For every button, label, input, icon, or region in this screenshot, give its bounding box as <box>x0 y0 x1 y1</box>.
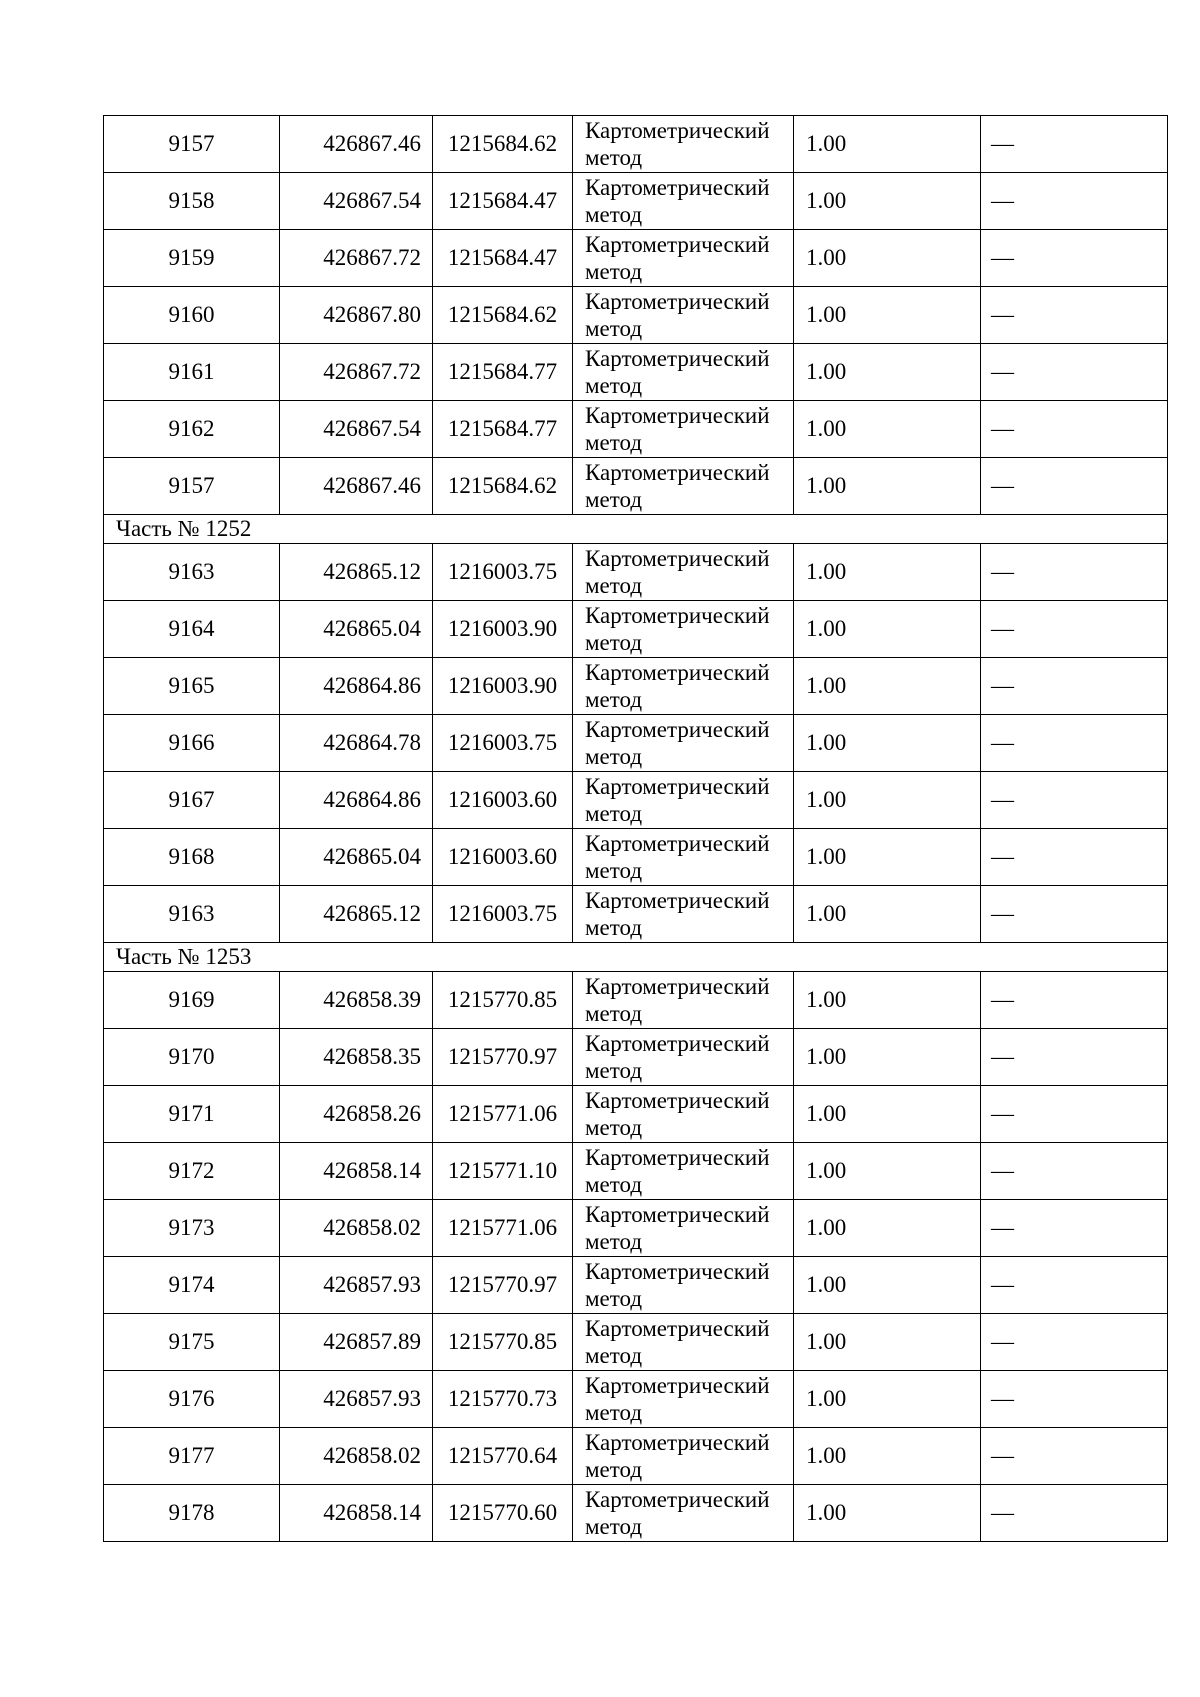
note-cell: — <box>981 230 1168 287</box>
y-coordinate-cell: 1215684.62 <box>433 458 573 515</box>
y-coordinate-cell: 1216003.75 <box>433 886 573 943</box>
method-cell <box>573 173 794 230</box>
part-label: Часть № 1252 <box>104 515 1168 544</box>
method-cell <box>573 1485 794 1542</box>
x-coordinate-cell: 426864.78 <box>280 715 433 772</box>
method-line-2: метод <box>585 316 643 341</box>
table-row <box>104 230 1168 287</box>
method-line-2: метод <box>585 1001 643 1026</box>
method-cell <box>573 287 794 344</box>
accuracy-cell: 1.00 <box>794 1314 981 1371</box>
method-line-1: Картометрический <box>585 831 770 856</box>
method-line-2: метод <box>585 573 643 598</box>
accuracy-cell: 1.00 <box>794 658 981 715</box>
table-row <box>104 458 1168 515</box>
point-number-cell: 9161 <box>104 344 280 401</box>
x-coordinate-cell: 426858.02 <box>280 1200 433 1257</box>
note-cell: — <box>981 287 1168 344</box>
coordinates-table <box>103 115 1168 1542</box>
method-cell <box>573 116 794 173</box>
part-label: Часть № 1253 <box>104 943 1168 972</box>
point-number-cell: 9158 <box>104 173 280 230</box>
method-cell <box>573 1086 794 1143</box>
x-coordinate-cell: 426865.12 <box>280 544 433 601</box>
note-cell: — <box>981 1029 1168 1086</box>
note-cell: — <box>981 658 1168 715</box>
point-number-cell: 9159 <box>104 230 280 287</box>
x-coordinate-cell: 426867.46 <box>280 116 433 173</box>
y-coordinate-cell: 1215771.06 <box>433 1086 573 1143</box>
y-coordinate-cell: 1215684.77 <box>433 401 573 458</box>
method-cell <box>573 1257 794 1314</box>
method-cell <box>573 829 794 886</box>
x-coordinate-cell: 426864.86 <box>280 658 433 715</box>
method-line-2: метод <box>585 1058 643 1083</box>
method-line-1: Картометрический <box>585 118 770 143</box>
point-number-cell: 9163 <box>104 544 280 601</box>
method-line-1: Картометрический <box>585 1430 770 1455</box>
method-line-2: метод <box>585 373 643 398</box>
accuracy-cell: 1.00 <box>794 1143 981 1200</box>
accuracy-cell: 1.00 <box>794 544 981 601</box>
table-row <box>104 116 1168 173</box>
table-row <box>104 1200 1168 1257</box>
point-number-cell: 9174 <box>104 1257 280 1314</box>
method-line-2: метод <box>585 1115 643 1140</box>
accuracy-cell: 1.00 <box>794 230 981 287</box>
y-coordinate-cell: 1215684.47 <box>433 230 573 287</box>
point-number-cell: 9170 <box>104 1029 280 1086</box>
y-coordinate-cell: 1215771.06 <box>433 1200 573 1257</box>
method-cell <box>573 458 794 515</box>
x-coordinate-cell: 426857.89 <box>280 1314 433 1371</box>
method-line-1: Картометрический <box>585 774 770 799</box>
x-coordinate-cell: 426867.72 <box>280 344 433 401</box>
accuracy-cell: 1.00 <box>794 173 981 230</box>
accuracy-cell: 1.00 <box>794 1257 981 1314</box>
table-row <box>104 658 1168 715</box>
point-number-cell: 9160 <box>104 287 280 344</box>
y-coordinate-cell: 1215770.97 <box>433 1257 573 1314</box>
method-line-1: Картометрический <box>585 289 770 314</box>
method-line-2: метод <box>585 801 643 826</box>
y-coordinate-cell: 1215770.60 <box>433 1485 573 1542</box>
y-coordinate-cell: 1215771.10 <box>433 1143 573 1200</box>
method-cell <box>573 544 794 601</box>
method-line-1: Картометрический <box>585 1373 770 1398</box>
note-cell: — <box>981 1257 1168 1314</box>
y-coordinate-cell: 1216003.90 <box>433 658 573 715</box>
accuracy-cell: 1.00 <box>794 344 981 401</box>
point-number-cell: 9168 <box>104 829 280 886</box>
accuracy-cell: 1.00 <box>794 1371 981 1428</box>
method-cell <box>573 1200 794 1257</box>
accuracy-cell: 1.00 <box>794 972 981 1029</box>
x-coordinate-cell: 426867.46 <box>280 458 433 515</box>
method-line-2: метод <box>585 744 643 769</box>
note-cell: — <box>981 972 1168 1029</box>
point-number-cell: 9172 <box>104 1143 280 1200</box>
method-line-2: метод <box>585 915 643 940</box>
method-line-2: метод <box>585 858 643 883</box>
table-row <box>104 1371 1168 1428</box>
table-row <box>104 1428 1168 1485</box>
point-number-cell: 9167 <box>104 772 280 829</box>
table-row <box>104 1143 1168 1200</box>
x-coordinate-cell: 426867.54 <box>280 401 433 458</box>
accuracy-cell: 1.00 <box>794 1086 981 1143</box>
point-number-cell: 9164 <box>104 601 280 658</box>
accuracy-cell: 1.00 <box>794 601 981 658</box>
note-cell: — <box>981 544 1168 601</box>
y-coordinate-cell: 1216003.75 <box>433 544 573 601</box>
x-coordinate-cell: 426867.54 <box>280 173 433 230</box>
method-line-2: метод <box>585 1229 643 1254</box>
x-coordinate-cell: 426858.14 <box>280 1143 433 1200</box>
method-line-2: метод <box>585 687 643 712</box>
note-cell: — <box>981 344 1168 401</box>
note-cell: — <box>981 715 1168 772</box>
method-line-1: Картометрический <box>585 460 770 485</box>
point-number-cell: 9163 <box>104 886 280 943</box>
point-number-cell: 9175 <box>104 1314 280 1371</box>
table-row <box>104 1314 1168 1371</box>
y-coordinate-cell: 1216003.60 <box>433 829 573 886</box>
method-cell <box>573 715 794 772</box>
y-coordinate-cell: 1215770.64 <box>433 1428 573 1485</box>
method-line-1: Картометрический <box>585 888 770 913</box>
point-number-cell: 9177 <box>104 1428 280 1485</box>
method-line-1: Картометрический <box>585 660 770 685</box>
x-coordinate-cell: 426867.72 <box>280 230 433 287</box>
table-row <box>104 1257 1168 1314</box>
method-line-1: Картометрический <box>585 232 770 257</box>
note-cell: — <box>981 1428 1168 1485</box>
table-row <box>104 715 1168 772</box>
table-row <box>104 1086 1168 1143</box>
point-number-cell: 9157 <box>104 458 280 515</box>
accuracy-cell: 1.00 <box>794 458 981 515</box>
x-coordinate-cell: 426867.80 <box>280 287 433 344</box>
method-cell <box>573 1314 794 1371</box>
method-line-1: Картометрический <box>585 175 770 200</box>
y-coordinate-cell: 1216003.75 <box>433 715 573 772</box>
method-cell <box>573 972 794 1029</box>
x-coordinate-cell: 426864.86 <box>280 772 433 829</box>
note-cell: — <box>981 886 1168 943</box>
point-number-cell: 9162 <box>104 401 280 458</box>
table-row <box>104 401 1168 458</box>
method-line-2: метод <box>585 1514 643 1539</box>
table-row <box>104 772 1168 829</box>
method-cell <box>573 401 794 458</box>
point-number-cell: 9166 <box>104 715 280 772</box>
method-cell <box>573 1428 794 1485</box>
table-row <box>104 972 1168 1029</box>
method-line-1: Картометрический <box>585 1487 770 1512</box>
method-line-2: метод <box>585 1343 643 1368</box>
method-line-1: Картометрический <box>585 1316 770 1341</box>
method-cell <box>573 344 794 401</box>
note-cell: — <box>981 1143 1168 1200</box>
note-cell: — <box>981 116 1168 173</box>
table-row <box>104 601 1168 658</box>
y-coordinate-cell: 1215684.77 <box>433 344 573 401</box>
note-cell: — <box>981 173 1168 230</box>
method-line-2: метод <box>585 1400 643 1425</box>
method-cell <box>573 1371 794 1428</box>
method-line-1: Картометрический <box>585 974 770 999</box>
note-cell: — <box>981 1485 1168 1542</box>
x-coordinate-cell: 426865.12 <box>280 886 433 943</box>
y-coordinate-cell: 1215770.73 <box>433 1371 573 1428</box>
method-line-1: Картометрический <box>585 403 770 428</box>
x-coordinate-cell: 426857.93 <box>280 1371 433 1428</box>
note-cell: — <box>981 601 1168 658</box>
accuracy-cell: 1.00 <box>794 829 981 886</box>
point-number-cell: 9176 <box>104 1371 280 1428</box>
x-coordinate-cell: 426858.02 <box>280 1428 433 1485</box>
note-cell: — <box>981 458 1168 515</box>
accuracy-cell: 1.00 <box>794 772 981 829</box>
accuracy-cell: 1.00 <box>794 1200 981 1257</box>
point-number-cell: 9173 <box>104 1200 280 1257</box>
note-cell: — <box>981 1371 1168 1428</box>
point-number-cell: 9171 <box>104 1086 280 1143</box>
note-cell: — <box>981 1086 1168 1143</box>
x-coordinate-cell: 426858.26 <box>280 1086 433 1143</box>
x-coordinate-cell: 426858.35 <box>280 1029 433 1086</box>
part-header-row <box>104 515 1168 544</box>
table-row <box>104 829 1168 886</box>
table-row <box>104 544 1168 601</box>
method-cell <box>573 772 794 829</box>
method-line-1: Картометрический <box>585 603 770 628</box>
accuracy-cell: 1.00 <box>794 116 981 173</box>
table-row <box>104 1485 1168 1542</box>
accuracy-cell: 1.00 <box>794 401 981 458</box>
table-row <box>104 173 1168 230</box>
method-line-1: Картометрический <box>585 346 770 371</box>
method-line-1: Картометрический <box>585 1202 770 1227</box>
accuracy-cell: 1.00 <box>794 886 981 943</box>
table-row <box>104 287 1168 344</box>
method-line-1: Картометрический <box>585 1031 770 1056</box>
y-coordinate-cell: 1215770.85 <box>433 1314 573 1371</box>
method-line-1: Картометрический <box>585 1259 770 1284</box>
method-cell <box>573 1029 794 1086</box>
method-line-1: Картометрический <box>585 717 770 742</box>
y-coordinate-cell: 1215684.47 <box>433 173 573 230</box>
coordinates-table-body <box>104 116 1168 1542</box>
note-cell: — <box>981 401 1168 458</box>
y-coordinate-cell: 1215684.62 <box>433 287 573 344</box>
x-coordinate-cell: 426865.04 <box>280 601 433 658</box>
x-coordinate-cell: 426858.39 <box>280 972 433 1029</box>
method-line-1: Картометрический <box>585 1145 770 1170</box>
x-coordinate-cell: 426857.93 <box>280 1257 433 1314</box>
accuracy-cell: 1.00 <box>794 1485 981 1542</box>
note-cell: — <box>981 829 1168 886</box>
method-cell <box>573 230 794 287</box>
method-line-1: Картометрический <box>585 1088 770 1113</box>
method-line-2: метод <box>585 1457 643 1482</box>
method-line-2: метод <box>585 259 643 284</box>
table-row <box>104 886 1168 943</box>
accuracy-cell: 1.00 <box>794 287 981 344</box>
y-coordinate-cell: 1216003.90 <box>433 601 573 658</box>
point-number-cell: 9169 <box>104 972 280 1029</box>
method-cell <box>573 658 794 715</box>
method-line-2: метод <box>585 630 643 655</box>
method-line-2: метод <box>585 202 643 227</box>
part-header-row <box>104 943 1168 972</box>
x-coordinate-cell: 426858.14 <box>280 1485 433 1542</box>
point-number-cell: 9157 <box>104 116 280 173</box>
method-line-2: метод <box>585 145 643 170</box>
point-number-cell: 9165 <box>104 658 280 715</box>
note-cell: — <box>981 772 1168 829</box>
y-coordinate-cell: 1215770.97 <box>433 1029 573 1086</box>
note-cell: — <box>981 1314 1168 1371</box>
x-coordinate-cell: 426865.04 <box>280 829 433 886</box>
method-cell <box>573 886 794 943</box>
accuracy-cell: 1.00 <box>794 1029 981 1086</box>
method-cell <box>573 1143 794 1200</box>
accuracy-cell: 1.00 <box>794 715 981 772</box>
method-line-2: метод <box>585 487 643 512</box>
method-line-2: метод <box>585 1172 643 1197</box>
y-coordinate-cell: 1215684.62 <box>433 116 573 173</box>
y-coordinate-cell: 1215770.85 <box>433 972 573 1029</box>
method-line-2: метод <box>585 430 643 455</box>
accuracy-cell: 1.00 <box>794 1428 981 1485</box>
method-line-2: метод <box>585 1286 643 1311</box>
note-cell: — <box>981 1200 1168 1257</box>
table-row <box>104 1029 1168 1086</box>
method-line-1: Картометрический <box>585 546 770 571</box>
table-row <box>104 344 1168 401</box>
method-cell <box>573 601 794 658</box>
y-coordinate-cell: 1216003.60 <box>433 772 573 829</box>
point-number-cell: 9178 <box>104 1485 280 1542</box>
